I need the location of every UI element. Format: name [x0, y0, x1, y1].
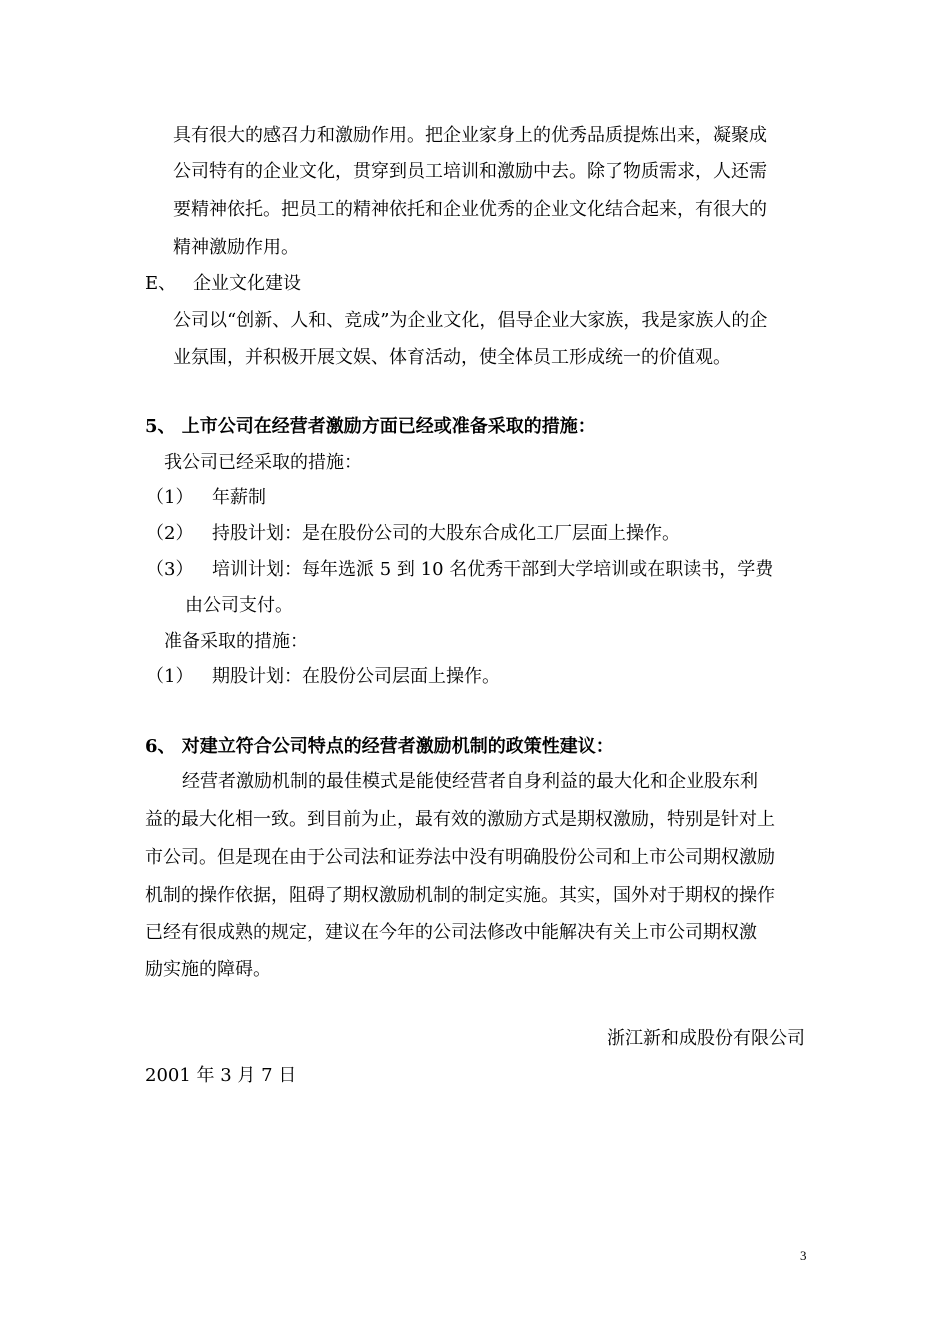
paragraph-line: 公司以“创新、人和、竞成”为企业文化，倡导企业大家族，我是家族人的企 [173, 310, 768, 331]
section-e-title: 企业文化建设 [193, 273, 301, 294]
list-item-number: （1） [146, 487, 194, 508]
company-signature: 浙江新和成股份有限公司 [607, 1028, 805, 1049]
list-item-text: 持股计划：是在股份公司的大股东合成化工厂层面上操作。 [212, 523, 680, 544]
paragraph-line: 经营者激励机制的最佳模式是能使经营者自身利益的最大化和企业股东利 [182, 771, 758, 792]
list-item-number: （2） [146, 523, 194, 544]
list-item-text: 年薪制 [212, 487, 266, 508]
paragraph-line: 励实施的障碍。 [145, 959, 271, 980]
section-5-heading: 5、 上市公司在经营者激励方面已经或准备采取的措施： [145, 416, 596, 437]
paragraph-line: 机制的操作依据，阻碍了期权激励机制的制定实施。其实，国外对于期权的操作 [145, 885, 775, 906]
list-item-text: 培训计划：每年选派 5 到 10 名优秀干部到大学培训或在职读书，学费 [212, 559, 774, 580]
paragraph-line: 要精神依托。把员工的精神依托和企业优秀的企业文化结合起来，有很大的 [173, 199, 767, 220]
section-e-marker: E、 [145, 273, 177, 294]
taken-measures-label: 我公司已经采取的措施： [164, 452, 362, 473]
planned-measures-label: 准备采取的措施： [164, 631, 308, 652]
paragraph-line: 公司特有的企业文化，贯穿到员工培训和激励中去。除了物质需求，人还需 [173, 161, 767, 182]
list-item-continuation: 由公司支付。 [185, 595, 293, 616]
list-item-text: 期股计划：在股份公司层面上操作。 [212, 666, 500, 687]
paragraph-line: 精神激励作用。 [173, 237, 299, 258]
paragraph-line: 具有很大的感召力和激励作用。把企业家身上的优秀品质提炼出来，凝聚成 [173, 125, 767, 146]
list-item-number: （1） [146, 666, 194, 687]
section-6-heading: 6、 对建立符合公司特点的经营者激励机制的政策性建议： [145, 736, 614, 757]
signature-date: 2001 年 3 月 7 日 [145, 1065, 297, 1086]
paragraph-line: 业氛围，并积极开展文娱、体育活动，使全体员工形成统一的价值观。 [173, 347, 731, 368]
paragraph-line: 市公司。但是现在由于公司法和证券法中没有明确股份公司和上市公司期权激励 [145, 847, 775, 868]
paragraph-line: 益的最大化相一致。到目前为止，最有效的激励方式是期权激励，特别是针对上 [145, 809, 775, 830]
list-item-number: （3） [146, 559, 194, 580]
page-number: 3 [800, 1248, 807, 1263]
paragraph-line: 已经有很成熟的规定，建议在今年的公司法修改中能解决有关上市公司期权激 [145, 922, 757, 943]
